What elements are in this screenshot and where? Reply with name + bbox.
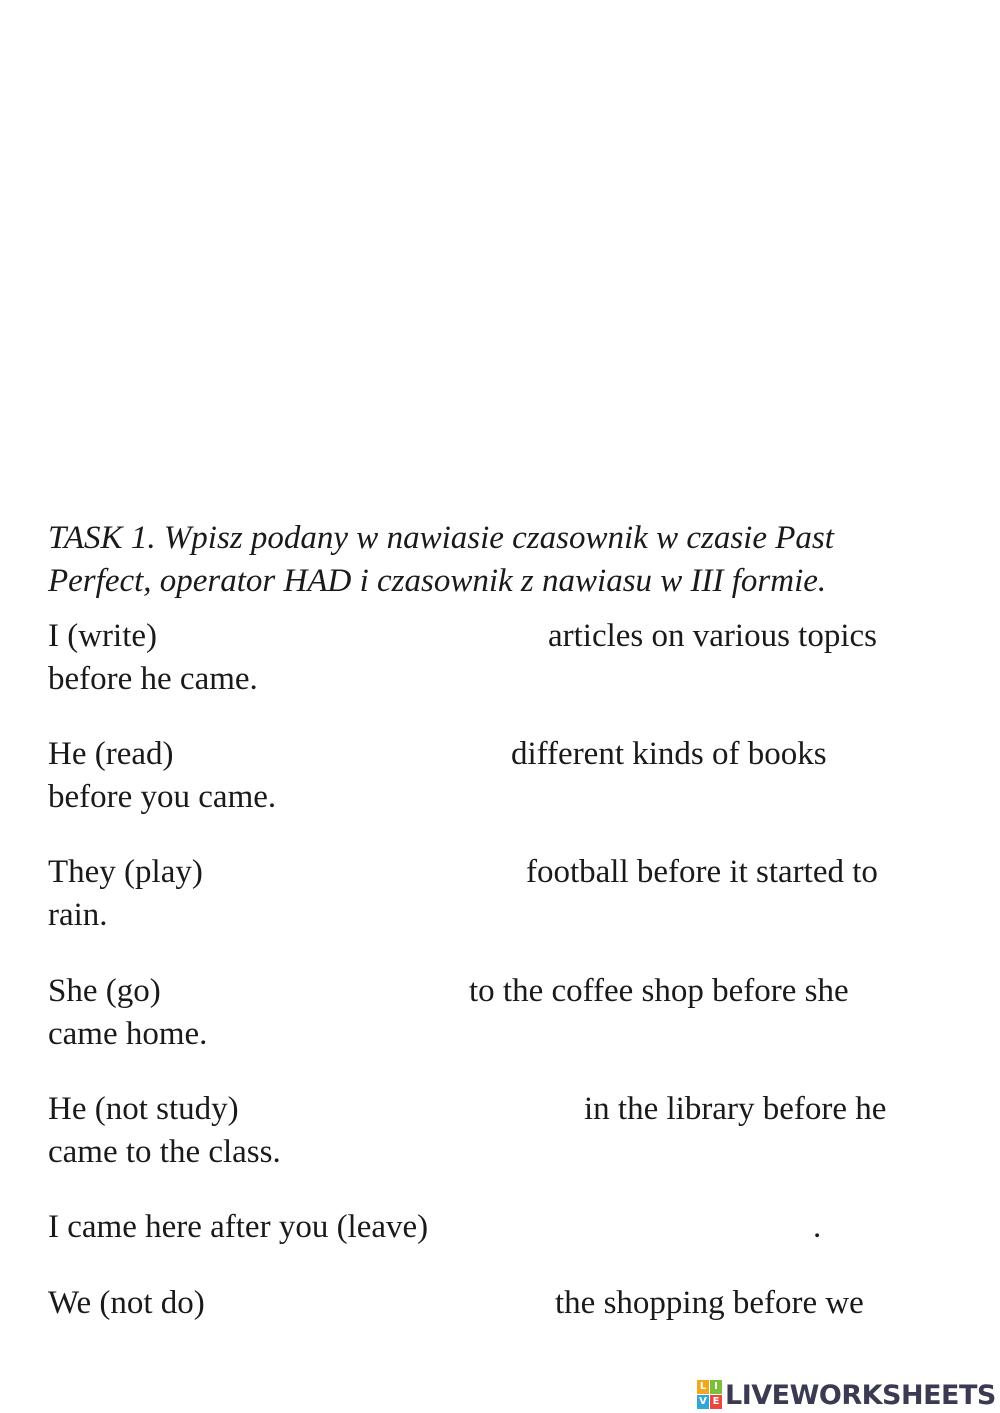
item-6-prompt: I came here after you (leave) (48, 1209, 429, 1245)
liveworksheets-logo-text: LIVEWORKSHEETS (725, 1379, 996, 1411)
exercise-item-4 (48, 970, 948, 1056)
liveworksheets-logo (697, 1378, 996, 1412)
exercise-item-5 (48, 1088, 948, 1174)
item-1-continuation: before he came. (48, 661, 258, 697)
item-1-prompt: I (write) (48, 618, 158, 654)
item-3-continuation: rain. (48, 897, 108, 933)
item-7-answer-blank[interactable] (238, 1288, 548, 1320)
badge-letter-1: L (697, 1380, 709, 1394)
badge-letter-3: V (697, 1395, 709, 1409)
item-4-after-text: to the coffee shop before she (469, 973, 849, 1009)
item-3-answer-blank[interactable] (248, 857, 518, 889)
item-2-answer-blank[interactable] (228, 739, 498, 771)
task-instructions-line-1: TASK 1. Wpisz podany w nawiasie czasownik w czasie Past (48, 520, 834, 556)
item-6-after-text: . (813, 1209, 822, 1245)
exercise-item-1 (48, 615, 948, 701)
item-5-continuation: came to the class. (48, 1134, 281, 1170)
item-4-answer-blank[interactable] (188, 976, 458, 1008)
task-instructions (48, 517, 948, 603)
badge-letter-4: E (710, 1395, 722, 1409)
exercise-item-2 (48, 733, 948, 819)
item-2-continuation: before you came. (48, 779, 277, 815)
exercise-item-6 (48, 1206, 948, 1249)
item-5-prompt: He (not study) (48, 1091, 239, 1127)
item-4-continuation: came home. (48, 1016, 208, 1052)
item-7-prompt: We (not do) (48, 1285, 205, 1321)
item-7-after-text: the shopping before we (555, 1285, 864, 1321)
exercise-item-7 (48, 1282, 948, 1325)
item-3-after-text: football before it started to (526, 854, 878, 890)
item-1-answer-blank[interactable] (208, 621, 538, 653)
item-2-prompt: He (read) (48, 736, 174, 772)
item-5-answer-blank[interactable] (283, 1094, 573, 1126)
item-6-answer-blank[interactable] (488, 1212, 808, 1244)
item-5-after-text: in the library before he (584, 1091, 887, 1127)
exercise-item-3 (48, 851, 948, 937)
item-1-after-text: articles on various topics (548, 618, 878, 654)
item-2-after-text: different kinds of books (511, 736, 827, 772)
task-instructions-line-2: Perfect, operator HAD i czasownik z nawiasu w III formie. (48, 563, 827, 599)
item-3-prompt: They (play) (48, 854, 203, 890)
item-4-prompt: She (go) (48, 973, 161, 1009)
liveworksheets-badge-icon (697, 1380, 723, 1410)
badge-letter-2: I (710, 1380, 722, 1394)
